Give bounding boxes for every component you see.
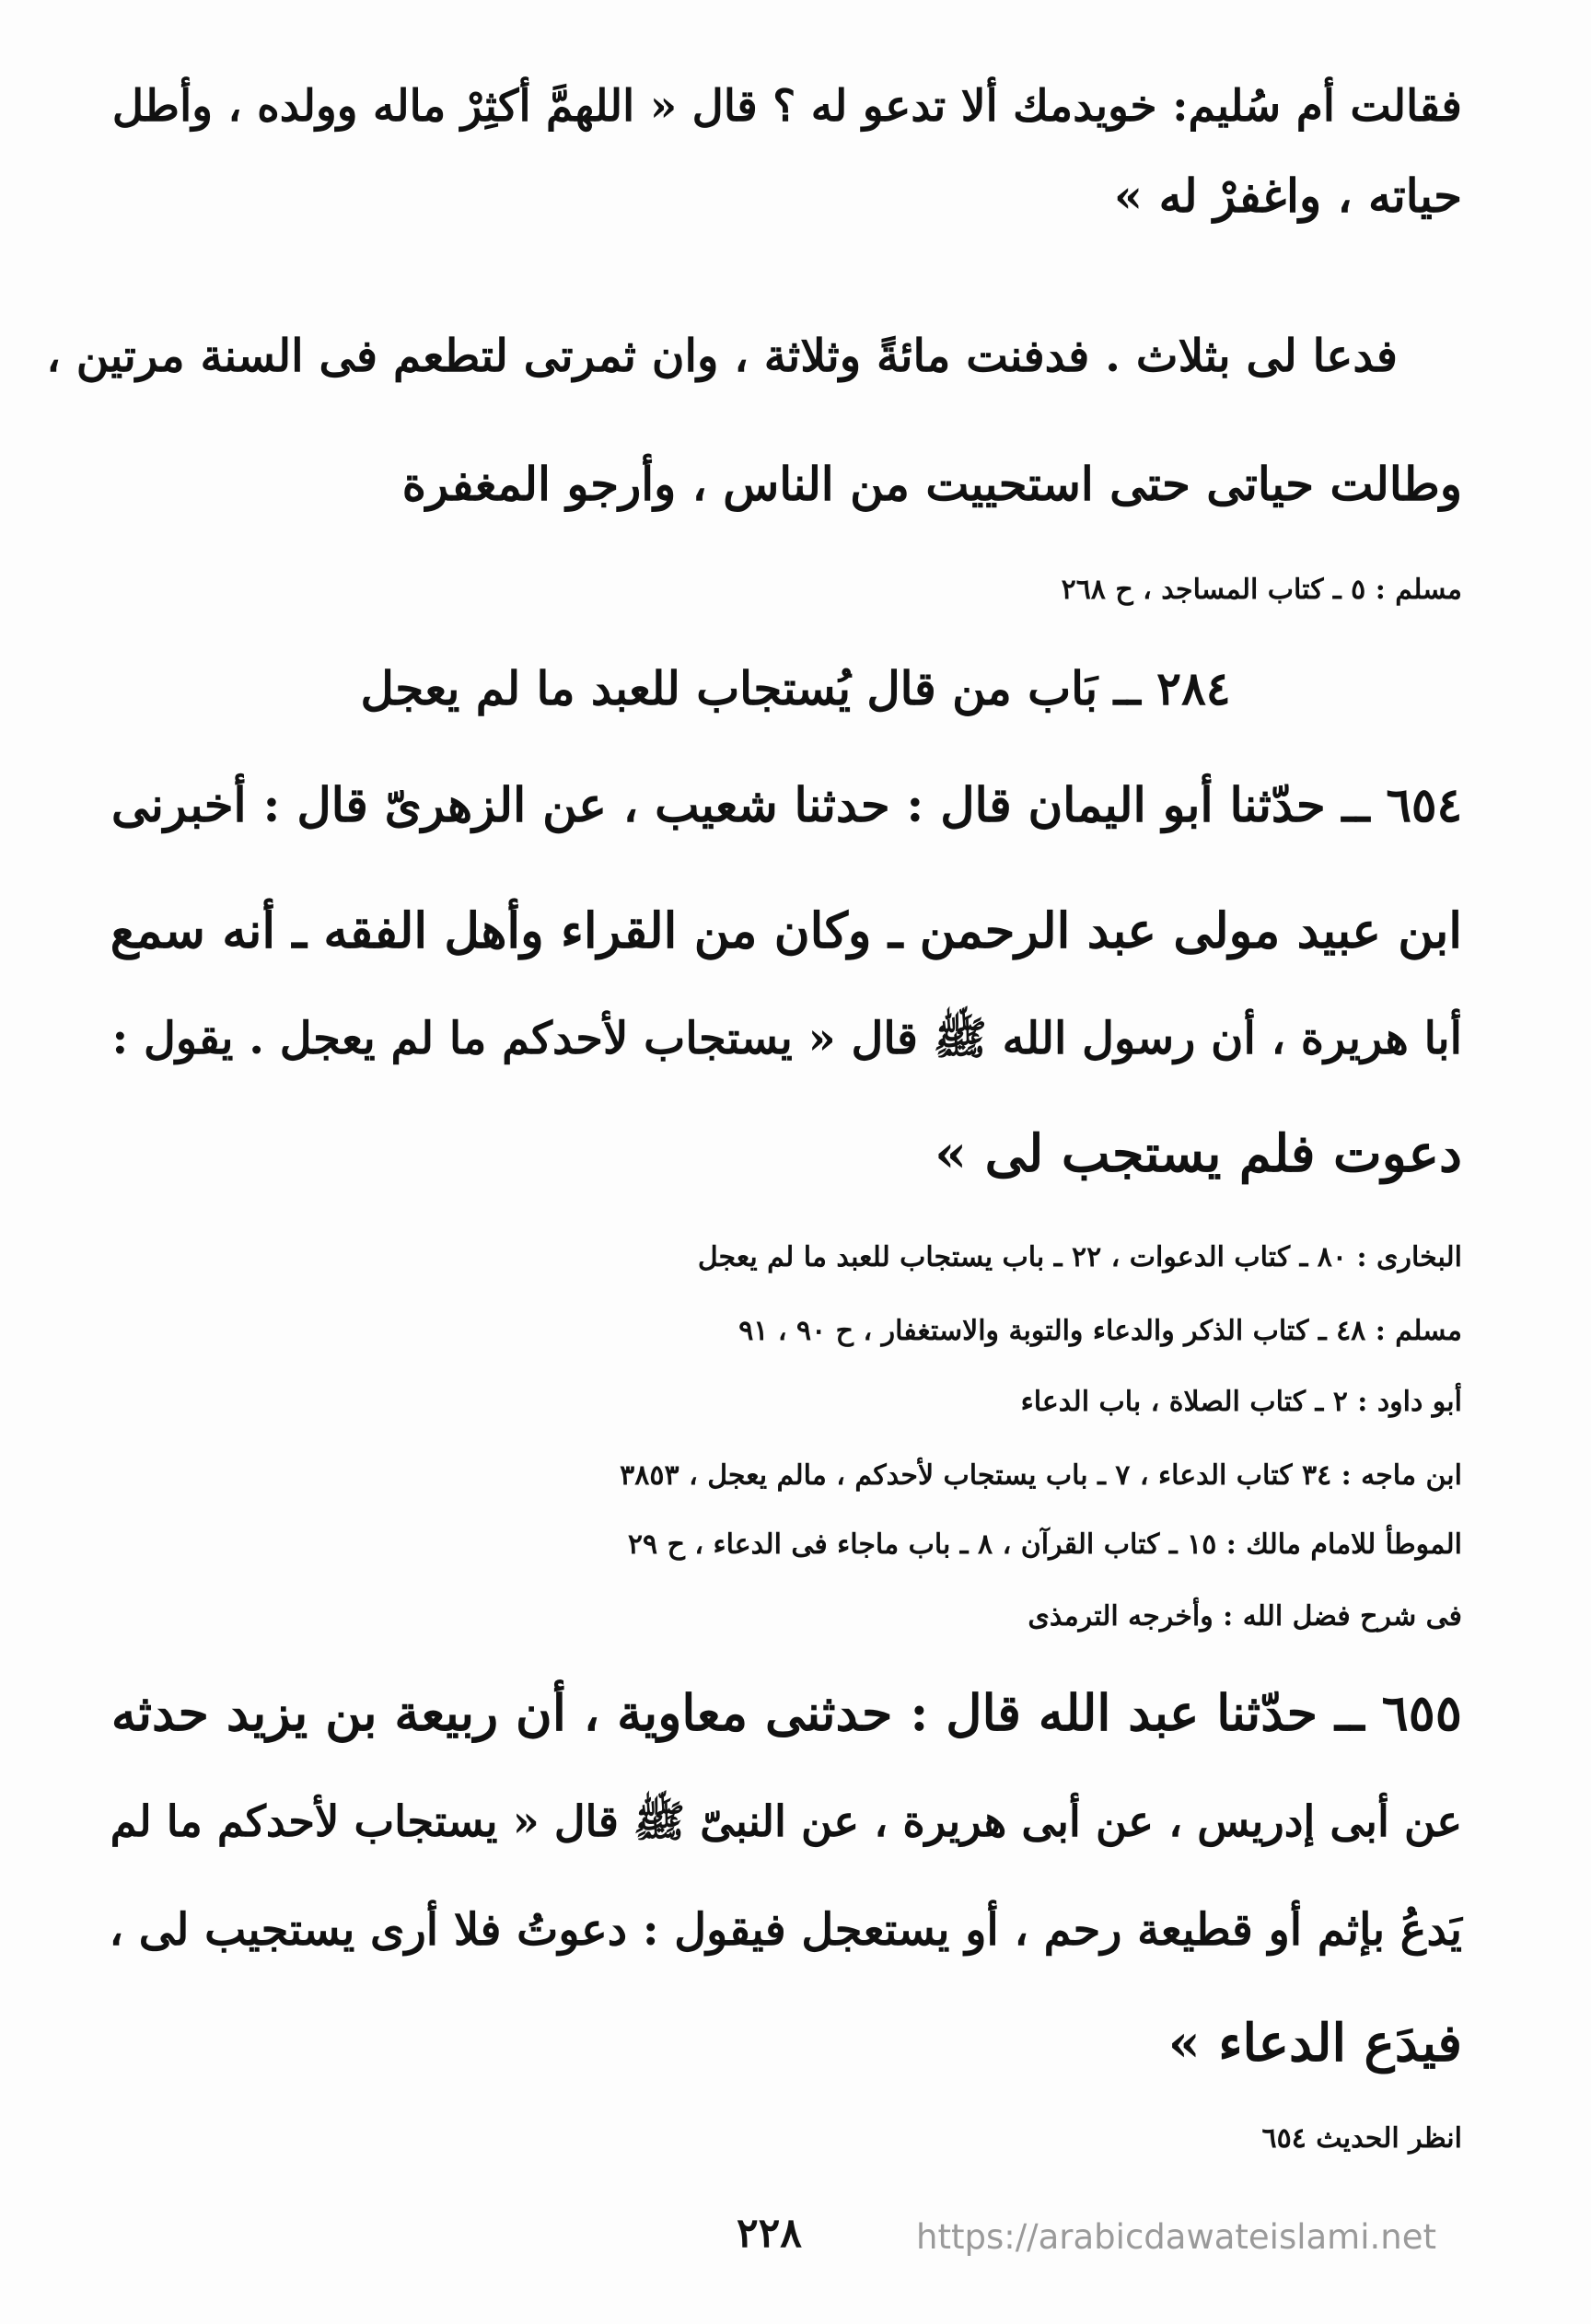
reference-line: ابن ماجه : ٣٤ كتاب الدعاء ، ٧ ـ باب يستجاب لأحدكم ، مالم يعجل ، ٣٨٥٣	[620, 1459, 1462, 1492]
hadith-655-line-3: يَدعُ بإثم أو قطيعة رحم ، أو يستعجل فيقول : دعوتُ فلا أرى يستجيب لى ،	[109, 1904, 1462, 1956]
page-number: ٢٢٨	[737, 2210, 802, 2257]
hadith-655-line-1: ٦٥٥ ــ حدّثنا عبد الله قال : حدثنى معاوية ، أن ربيعة بن يزيد حدثه	[110, 1683, 1462, 1742]
passage-line-2: حياته ، واغفرْ له »	[1113, 168, 1462, 223]
chapter-heading: ٢٨٤ ــ بَاب من قال يُستجاب للعبد ما لم يعجل	[360, 661, 1231, 715]
hadith-654-line-3: أبا هريرة ، أن رسول الله ﷺ قال « يستجاب لأحدكم ما لم يعجل . يقول :	[111, 1013, 1462, 1064]
hadith-654-line-4: دعوت فلم يستجب لى »	[935, 1123, 1462, 1184]
passage-line-1: فقالت أم سُليم: خويدمك ألا تدعو له ؟ قال « اللهمَّ أكثِرْ ماله وولده ، وأطل	[111, 81, 1462, 132]
reference-line: الموطأ للامام مالك : ١٥ ـ كتاب القرآن ، ٨ ـ باب ماجاء فى الدعاء ، ح ٢٩	[627, 1528, 1462, 1561]
hadith-655-line-2: عن أبى إدريس ، عن أبى هريرة ، عن النبىّ ﷺ قال « يستجاب لأحدكم ما لم	[110, 1795, 1462, 1846]
reference-line: فى شرح فضل الله : وأخرجه الترمذى	[1028, 1600, 1462, 1633]
reference-655: انظر الحديث ٦٥٤	[1261, 2122, 1462, 2155]
reference-muslim: مسلم : ٥ ـ كتاب المساجد ، ح ٢٦٨	[1061, 574, 1462, 606]
reference-line: البخارى : ٨٠ ـ كتاب الدعوات ، ٢٢ ـ باب يستجاب للعبد ما لم يعجل	[697, 1241, 1462, 1273]
passage-line-4: وطالت حياتى حتى استحييت من الناس ، وأرجو المغفرة	[401, 457, 1462, 511]
passage-line-3: فدعا لى بثلاث . فدفنت مائةً وثلاثة ، وان ثمرتى لتطعم فى السنة مرتين ،	[46, 330, 1398, 382]
hadith-655-line-4: فيدَع الدعاء »	[1167, 2013, 1462, 2074]
hadith-654-line-2: ابن عبيد مولى عبد الرحمن ـ وكان من القراء وأهل الفقه ـ أنه سمع	[110, 902, 1462, 959]
watermark-url: https://arabicdawateislami.net	[916, 2217, 1436, 2257]
reference-line: أبو داود : ٢ ـ كتاب الصلاة ، باب الدعاء	[1020, 1386, 1462, 1418]
hadith-654-line-1: ٦٥٤ ــ حدّثنا أبو اليمان قال : حدثنا شعيب ، عن الزهرىّ قال : أخبرنى	[110, 778, 1462, 833]
reference-line: مسلم : ٤٨ ـ كتاب الذكر والدعاء والتوبة والاستغفار ، ح ٩٠ ، ٩١	[738, 1315, 1462, 1347]
